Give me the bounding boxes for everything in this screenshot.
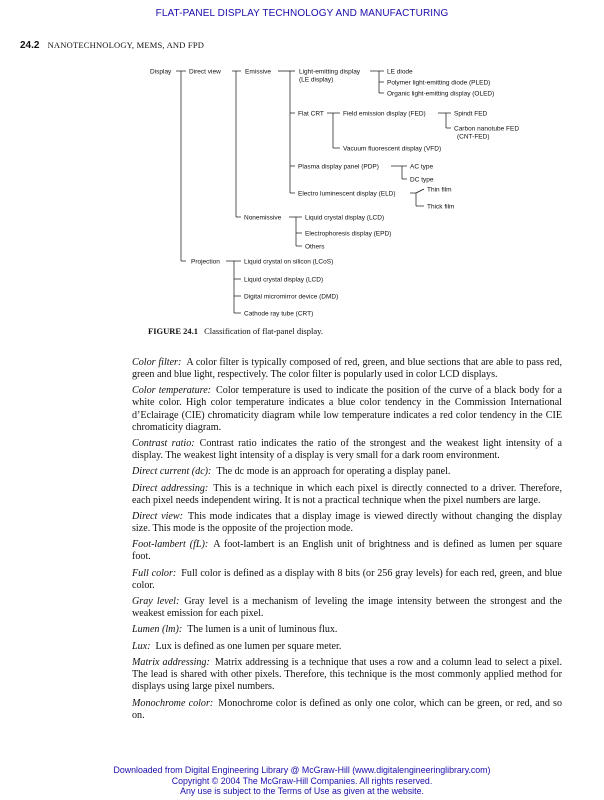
definition-text: This is a technique in which each pixel is directly connected to a driver. Therefore, each pixel needs independent wiring. It is not a practical technique when the pixel numbers are large.	[132, 482, 562, 506]
definition-item	[132, 657, 562, 693]
definition-term: Foot-lambert (fL):	[132, 539, 209, 551]
definition-item	[132, 698, 562, 722]
footer-copyright: Copyright © 2004 The McGraw-Hill Companies. All rights reserved.	[171, 775, 433, 786]
definition-term: Color temperature:	[132, 385, 212, 397]
definition-text: This mode indicates that a display image is viewed directly without changing the display size. This mode is the opposite of the projection mode.	[132, 510, 562, 535]
definition-item	[132, 385, 562, 433]
definition-text: Monochrome color is defined as only one color, which can be green, or red, and so on.	[132, 697, 562, 721]
definition-term: Direct view:	[132, 510, 183, 522]
definition-term: Full color:	[132, 567, 177, 579]
node-direct-view: Direct view	[189, 68, 221, 76]
definitions-list	[132, 357, 562, 726]
definition-term: Monochrome color:	[132, 697, 214, 709]
definition-term: Direct current (dc):	[132, 466, 212, 478]
definition-text: Gray level is a mechanism of leveling the image intensity between the strongest and the weakest emission for each pixel.	[132, 596, 563, 620]
node-display: Display	[150, 68, 172, 76]
node-le-diode: LE diode	[387, 68, 413, 76]
node-cnt-fed: Carbon nanotube FED	[454, 125, 520, 133]
node-emissive: Emissive	[245, 68, 272, 76]
definition-term: Direct addressing:	[132, 482, 209, 494]
node-le-display: Light-emitting display	[299, 68, 361, 76]
section-title: NANOTECHNOLOGY, MEMS, AND FPD	[47, 40, 205, 50]
figure-caption-text: Classification of flat-panel display.	[204, 326, 323, 336]
definition-text: Full color is defined as a display with 8 bits (or 256 gray levels) for each red, green, and blue color.	[132, 567, 563, 591]
definition-term: Lumen (lm):	[132, 624, 183, 636]
definition-item	[132, 357, 562, 381]
node-cnt-fed-abbr: (CNT-FED)	[457, 133, 490, 141]
node-spindt-fed: Spindt FED	[454, 110, 488, 118]
node-crt: Cathode ray tube (CRT)	[244, 310, 314, 318]
classification-diagram	[0, 60, 604, 325]
node-thin-film: Thin film	[427, 186, 452, 194]
figure-label: FIGURE 24.1	[148, 326, 199, 336]
node-eld: Electro luminescent display (ELD)	[298, 190, 396, 198]
definition-text: The dc mode is an approach for operating a display panel.	[216, 466, 451, 478]
definition-term: Gray level:	[132, 596, 180, 608]
definition-text: A foot-lambert is an English unit of brightness and is defined as lumen per square foot.	[132, 539, 562, 563]
node-nonemissive: Nonemissive	[244, 214, 282, 222]
definition-item	[132, 466, 562, 478]
running-head	[20, 40, 204, 51]
node-lcd: Liquid crystal display (LCD)	[305, 214, 385, 222]
node-others: Others	[305, 243, 325, 251]
node-epd: Electrophoresis display (EPD)	[305, 230, 392, 238]
definition-item	[132, 568, 562, 592]
book-title-link[interactable]: FLAT-PANEL DISPLAY TECHNOLOGY AND MANUFACTURING	[155, 8, 449, 19]
node-thick-film: Thick film	[427, 203, 455, 211]
node-le-display-abbr: (LE display)	[299, 76, 334, 84]
footer	[0, 765, 604, 797]
definition-text: A color filter is typically composed of red, green, and blue sections that are able to pass red, green and blue light, respectively. The color filter is popularly used in color LCD displays.	[132, 357, 562, 381]
node-oled: Organic light-emitting display (OLED)	[387, 90, 495, 98]
node-ac-type: AC type	[410, 163, 434, 171]
definition-text: Color temperature is used to indicate the position of the curve of a black body for a white color. High color temperature indicates a blue color tendency in the Commission International d’Eclairage (CIE) chromaticity diagram while low temperature indicates a red color tendency in the CIE chromaticity diagram.	[132, 385, 563, 433]
definition-term: Lux:	[132, 640, 151, 652]
definition-item	[132, 539, 562, 563]
definition-term: Contrast ratio:	[132, 437, 195, 449]
node-vfd: Vacuum fluorescent display (VFD)	[343, 145, 442, 153]
node-projection: Projection	[191, 258, 220, 266]
definition-item	[132, 438, 562, 462]
definition-text: Contrast ratio indicates the ratio of the strongest and the weakest light intensity of a display. The weakest light intensity of a display is very small for a dark room environment.	[132, 437, 563, 462]
definition-term: Color filter:	[132, 357, 182, 368]
footer-download-link[interactable]: Downloaded from Digital Engineering Library @ McGraw-Hill (www.digitalengineeringlibrary.com)	[113, 765, 491, 775]
node-pdp: Plasma display panel (PDP)	[298, 163, 379, 171]
node-dc-type: DC type	[410, 176, 434, 184]
definition-text: The lumen is a unit of luminous flux.	[187, 624, 338, 636]
definition-term: Matrix addressing:	[132, 657, 210, 669]
definition-text: Lux is defined as one lumen per square meter.	[155, 640, 342, 652]
definition-item	[132, 596, 562, 620]
definition-item	[132, 624, 562, 636]
footer-terms-link[interactable]: Any use is subject to the Terms of Use as given at the website.	[180, 786, 424, 796]
definition-item	[132, 483, 562, 507]
node-flat-crt: Flat CRT	[298, 110, 324, 118]
figure-caption	[148, 326, 323, 336]
definition-item	[132, 641, 562, 653]
node-dmd: Digital micromirror device (DMD)	[244, 293, 339, 301]
node-lcos: Liquid crystal on silicon (LCoS)	[244, 258, 334, 266]
definition-text: Matrix addressing is a technique that uses a row and a column lead to select a pixel. The lead is shared with other pixels. Therefore, this technique is the most commonly applied method for displays using large pixel numbers.	[132, 657, 562, 693]
page-number: 24.2	[20, 40, 40, 51]
node-fed: Field emission display (FED)	[343, 110, 426, 118]
node-pled: Polymer light-emitting diode (PLED)	[387, 79, 491, 87]
node-lcd-projection: Liquid crystal display (LCD)	[244, 276, 324, 284]
definition-item	[132, 511, 562, 535]
